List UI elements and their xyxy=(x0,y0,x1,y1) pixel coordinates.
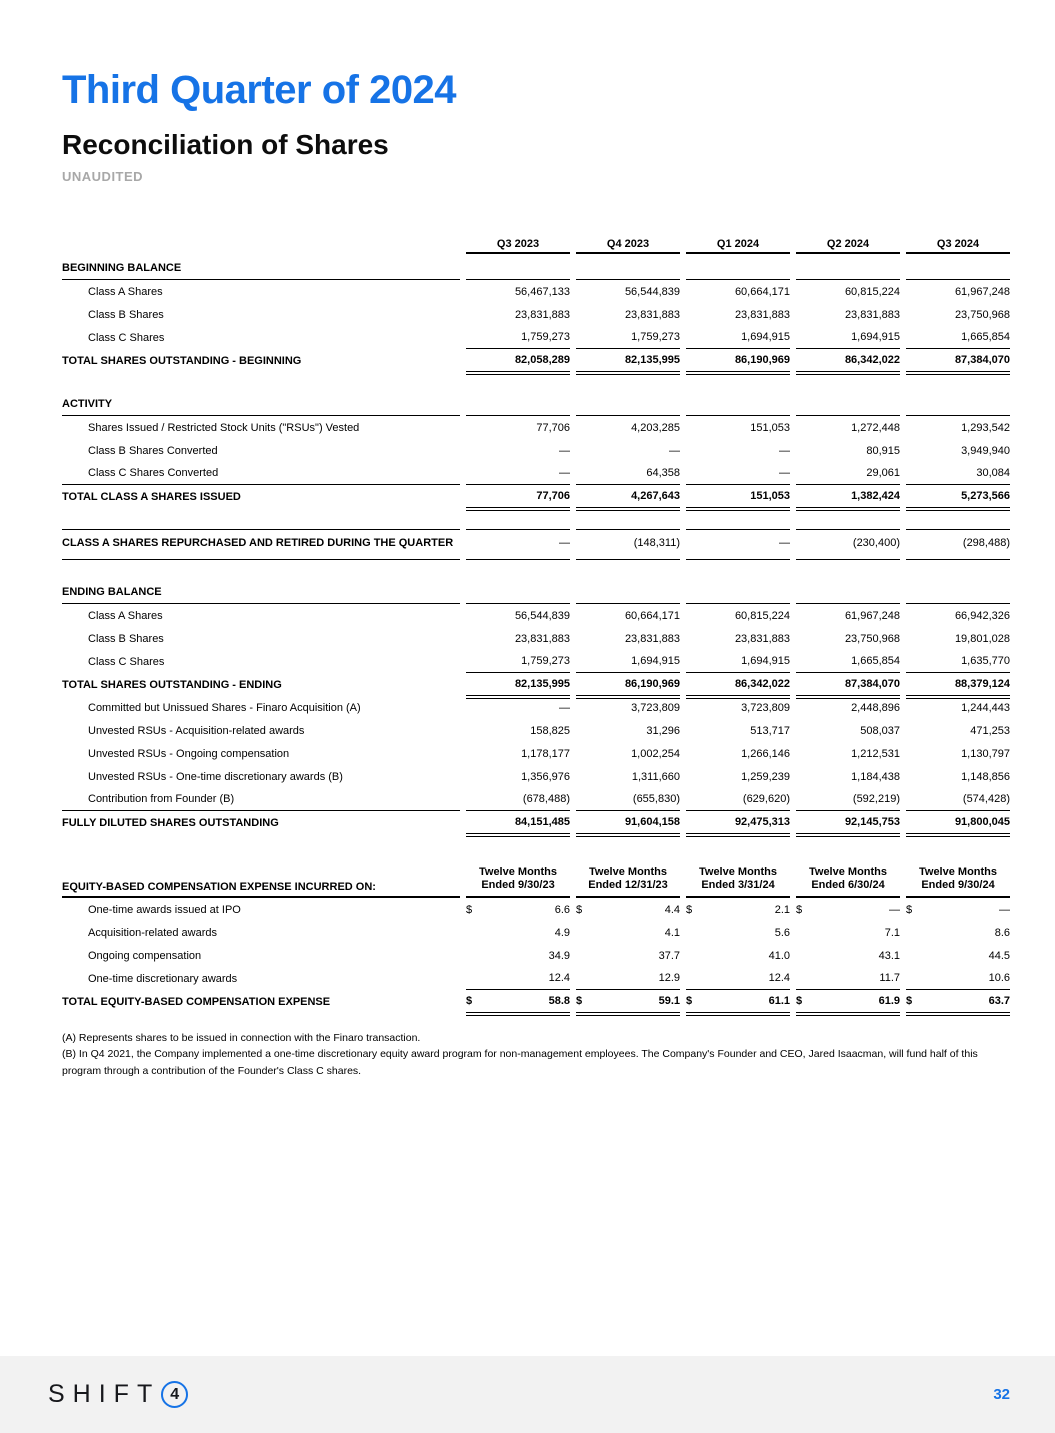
row-label: BEGINNING BALANCE xyxy=(62,257,460,280)
column-header-line2: Ended 9/30/23 xyxy=(481,879,555,892)
column-header-line2: Ended 6/30/24 xyxy=(811,879,885,892)
row-label: Class B Shares xyxy=(88,632,164,645)
row-value: 7.1 xyxy=(884,926,900,939)
row-value xyxy=(906,990,1010,1013)
table-row xyxy=(62,898,1010,921)
row-value: 61,967,248 xyxy=(954,285,1010,298)
row-value: 1,356,976 xyxy=(521,770,570,783)
table-row xyxy=(62,742,1010,765)
table-row xyxy=(62,604,1010,627)
row-value: 23,750,968 xyxy=(954,308,1010,321)
row-value: 1,244,443 xyxy=(961,701,1010,714)
row-value: 4,267,643 xyxy=(576,485,680,508)
row-value: 1,665,854 xyxy=(796,650,900,673)
row-value: 151,053 xyxy=(750,421,790,434)
row-label: CLASS A SHARES REPURCHASED AND RETIRED DURING THE QUARTER xyxy=(62,529,460,560)
table-row xyxy=(62,326,1010,349)
row-value: 66,942,326 xyxy=(954,609,1010,622)
row-value: 151,053 xyxy=(686,485,790,508)
row-label: Contribution from Founder (B) xyxy=(62,788,460,811)
column-header xyxy=(466,858,570,898)
row-value: 471,253 xyxy=(970,724,1010,737)
row-value: (678,488) xyxy=(466,788,570,811)
row-value xyxy=(906,257,1010,280)
row-value xyxy=(686,257,790,280)
row-value: 1,382,424 xyxy=(796,485,900,508)
row-label: Ongoing compensation xyxy=(88,949,202,962)
column-header-line2: Ended 9/30/24 xyxy=(921,879,995,892)
row-label: ACTIVITY xyxy=(62,393,460,416)
row-value: 92,145,753 xyxy=(796,811,900,834)
row-value xyxy=(906,898,1010,921)
value-text: 61.1 xyxy=(768,995,790,1007)
row-value: — xyxy=(686,462,790,485)
row-value: 19,801,028 xyxy=(954,632,1010,645)
logo-text: SHIFT xyxy=(48,1380,161,1408)
equity-compensation-table xyxy=(62,858,1010,1013)
table-row xyxy=(62,788,1010,811)
row-value: 1,635,770 xyxy=(906,650,1010,673)
row-value: 1,002,254 xyxy=(631,747,680,760)
row-value: (230,400) xyxy=(796,529,900,560)
row-value: 23,831,883 xyxy=(734,632,790,645)
row-label: Class A Shares xyxy=(88,285,163,298)
row-value: 84,151,485 xyxy=(466,811,570,834)
footnote-a: (A) Represents shares to be issued in connection with the Finaro transaction. xyxy=(62,1032,421,1044)
currency-symbol: $ xyxy=(576,995,583,1007)
row-value xyxy=(686,581,790,604)
row-value: — xyxy=(559,444,570,457)
row-value: 43.1 xyxy=(878,949,900,962)
row-value: (148,311) xyxy=(576,529,680,560)
row-value: 86,190,969 xyxy=(686,349,790,372)
row-value xyxy=(576,990,680,1013)
row-label: TOTAL CLASS A SHARES ISSUED xyxy=(62,490,241,503)
row-value: 91,800,045 xyxy=(906,811,1010,834)
column-header-line1: Twelve Months xyxy=(588,865,668,878)
table-row xyxy=(62,485,1010,508)
footnote-b: (B) In Q4 2021, the Company implemented a one-time discretionary equity award program for non-management employees. The Company's Founder and CEO, Jared Isaacman, will fund half of this program through a contribution of the Founder's Class C shares. xyxy=(62,1048,978,1077)
row-value: 1,184,438 xyxy=(851,770,900,783)
row-value xyxy=(466,898,570,921)
row-label: TOTAL SHARES OUTSTANDING - ENDING xyxy=(62,678,282,691)
row-value: 12.9 xyxy=(576,967,680,990)
row-value: 23,831,883 xyxy=(514,632,570,645)
table-row xyxy=(62,967,1010,990)
table-spacer xyxy=(62,372,1010,393)
table-row xyxy=(62,349,1010,372)
equity-table-body xyxy=(62,898,1010,1013)
table-row xyxy=(62,719,1010,742)
row-label: Acquisition-related awards xyxy=(88,926,218,939)
row-label: Shares Issued / Restricted Stock Units ("RSUs") Vested xyxy=(88,421,360,434)
row-label: FULLY DILUTED SHARES OUTSTANDING xyxy=(62,816,279,829)
row-value xyxy=(796,581,900,604)
row-value xyxy=(796,257,900,280)
row-value: 1,759,273 xyxy=(466,650,570,673)
row-value: 1,694,915 xyxy=(686,650,790,673)
row-value: 12.4 xyxy=(686,967,790,990)
column-header-line2: Ended 3/31/24 xyxy=(701,879,775,892)
row-value xyxy=(466,393,570,416)
value-text: 2.1 xyxy=(774,903,790,916)
row-value xyxy=(796,898,900,921)
row-value: 86,190,969 xyxy=(576,673,680,696)
row-value: 30,084 xyxy=(906,462,1010,485)
row-value: — xyxy=(559,701,570,714)
row-value: 1,266,146 xyxy=(741,747,790,760)
column-header xyxy=(796,858,900,898)
table-row xyxy=(62,257,1010,280)
row-value xyxy=(686,393,790,416)
column-header-line1: Twelve Months xyxy=(918,865,998,878)
row-value: 1,694,915 xyxy=(686,326,790,349)
currency-symbol: $ xyxy=(796,995,803,1007)
row-label: TOTAL EQUITY-BASED COMPENSATION EXPENSE xyxy=(62,995,331,1008)
table-row xyxy=(62,696,1010,719)
column-header: Q3 2023 xyxy=(466,234,570,254)
row-value: 513,717 xyxy=(750,724,790,737)
row-value: 11.7 xyxy=(796,967,900,990)
value-text: — xyxy=(889,903,900,916)
row-value xyxy=(576,898,680,921)
currency-symbol: $ xyxy=(466,995,473,1007)
row-value: 56,544,839 xyxy=(624,285,680,298)
row-value xyxy=(576,257,680,280)
page-content xyxy=(0,68,1055,1079)
equity-table-header-row xyxy=(62,858,1010,898)
row-label: Class C Shares Converted xyxy=(62,462,460,485)
row-value: 5,273,566 xyxy=(906,485,1010,508)
column-header xyxy=(576,858,680,898)
row-value: (574,428) xyxy=(906,788,1010,811)
value-text: 61.9 xyxy=(878,995,900,1007)
row-value: 4.9 xyxy=(554,926,570,939)
row-value: 60,664,171 xyxy=(624,609,680,622)
row-value: — xyxy=(686,529,790,560)
row-value xyxy=(686,898,790,921)
row-value xyxy=(906,393,1010,416)
row-value: 31,296 xyxy=(646,724,680,737)
unaudited-label: UNAUDITED xyxy=(62,169,144,184)
row-value: 508,037 xyxy=(860,724,900,737)
share-reconciliation-table xyxy=(62,234,1010,834)
row-value: (298,488) xyxy=(906,529,1010,560)
row-label: Class B Shares xyxy=(88,308,164,321)
table-spacer xyxy=(62,508,1010,529)
row-value: 80,915 xyxy=(866,444,900,457)
table-row xyxy=(62,673,1010,696)
row-value: 23,831,883 xyxy=(624,632,680,645)
shift4-logo xyxy=(48,1380,188,1409)
share-table-header-row xyxy=(62,234,1010,257)
row-value: 82,058,289 xyxy=(466,349,570,372)
row-value: 88,379,124 xyxy=(906,673,1010,696)
page-number: 32 xyxy=(993,1386,1010,1403)
row-value: 1,694,915 xyxy=(796,326,900,349)
row-value: 23,831,883 xyxy=(514,308,570,321)
equity-header-label: EQUITY-BASED COMPENSATION EXPENSE INCURRED ON: xyxy=(62,858,460,898)
value-text: 59.1 xyxy=(658,995,680,1007)
column-header-line1: Twelve Months xyxy=(478,865,558,878)
currency-symbol: $ xyxy=(906,903,913,916)
row-value: 23,831,883 xyxy=(624,308,680,321)
header-spacer-cell xyxy=(62,234,460,257)
table-row xyxy=(62,627,1010,650)
table-row xyxy=(62,393,1010,416)
row-value xyxy=(796,393,900,416)
table-row xyxy=(62,529,1010,560)
currency-symbol: $ xyxy=(466,903,473,916)
row-value: 3,949,940 xyxy=(961,444,1010,457)
row-value: 64,358 xyxy=(576,462,680,485)
row-value: 77,706 xyxy=(536,421,570,434)
column-header: Q3 2024 xyxy=(906,234,1010,254)
row-value: — xyxy=(466,529,570,560)
footnotes xyxy=(62,1030,1010,1079)
value-text: 6.6 xyxy=(554,903,570,916)
row-value xyxy=(466,581,570,604)
row-value: 1,665,854 xyxy=(906,326,1010,349)
row-value: 1,212,531 xyxy=(851,747,900,760)
table-row xyxy=(62,416,1010,439)
row-value: 1,311,660 xyxy=(631,770,680,783)
row-value: 92,475,313 xyxy=(686,811,790,834)
table-row xyxy=(62,990,1010,1013)
table-row xyxy=(62,765,1010,788)
row-value: 23,831,883 xyxy=(734,308,790,321)
row-value: — xyxy=(779,444,790,457)
row-value: 4,203,285 xyxy=(631,421,680,434)
row-label: Unvested RSUs - One-time discretionary awards (B) xyxy=(88,770,343,783)
column-header-line1: Twelve Months xyxy=(698,865,778,878)
column-header: Q4 2023 xyxy=(576,234,680,254)
row-value: 82,135,995 xyxy=(576,349,680,372)
row-value xyxy=(576,393,680,416)
row-value: 86,342,022 xyxy=(686,673,790,696)
row-value: 86,342,022 xyxy=(796,349,900,372)
row-value: — xyxy=(669,444,680,457)
row-value: 87,384,070 xyxy=(796,673,900,696)
row-value: 1,178,177 xyxy=(521,747,570,760)
row-label: Class A Shares xyxy=(88,609,163,622)
table-row xyxy=(62,921,1010,944)
row-value: 91,604,158 xyxy=(576,811,680,834)
row-value: — xyxy=(466,462,570,485)
column-header xyxy=(686,858,790,898)
row-label: Class B Shares Converted xyxy=(88,444,218,457)
table-spacer xyxy=(62,560,1010,581)
value-text: 4.4 xyxy=(664,903,680,916)
row-value xyxy=(686,990,790,1013)
column-header xyxy=(906,858,1010,898)
row-value: 29,061 xyxy=(796,462,900,485)
row-value xyxy=(466,257,570,280)
table-row xyxy=(62,811,1010,834)
table-row xyxy=(62,462,1010,485)
column-header-line1: Twelve Months xyxy=(808,865,888,878)
value-text: — xyxy=(999,903,1010,916)
row-value: 60,815,224 xyxy=(734,609,790,622)
row-label: Committed but Unissued Shares - Finaro Acquisition (A) xyxy=(88,701,361,714)
row-value: 12.4 xyxy=(466,967,570,990)
page-title: Third Quarter of 2024 xyxy=(62,68,457,112)
row-value: 23,831,883 xyxy=(844,308,900,321)
table-row xyxy=(62,944,1010,967)
table-row xyxy=(62,280,1010,303)
row-label: ENDING BALANCE xyxy=(62,581,460,604)
row-value: 4.1 xyxy=(664,926,680,939)
row-label: Class C Shares xyxy=(88,655,165,668)
currency-symbol: $ xyxy=(796,903,803,916)
row-label: Unvested RSUs - Acquisition-related awards xyxy=(88,724,305,737)
row-value: 60,664,171 xyxy=(734,285,790,298)
value-text: 63.7 xyxy=(988,995,1010,1007)
row-value xyxy=(906,581,1010,604)
column-header: Q2 2024 xyxy=(796,234,900,254)
value-text: 58.8 xyxy=(548,995,570,1007)
row-value: 41.0 xyxy=(768,949,790,962)
row-label: One-time awards issued at IPO xyxy=(88,903,241,916)
table-row xyxy=(62,439,1010,462)
column-header-line2: Ended 12/31/23 xyxy=(588,879,668,892)
row-value: 56,467,133 xyxy=(514,285,570,298)
row-value: 8.6 xyxy=(994,926,1010,939)
row-value: 1,259,239 xyxy=(741,770,790,783)
table-row xyxy=(62,303,1010,326)
currency-symbol: $ xyxy=(686,903,693,916)
row-value: 10.6 xyxy=(906,967,1010,990)
row-label: Unvested RSUs - Ongoing compensation xyxy=(88,747,290,760)
row-value: 77,706 xyxy=(466,485,570,508)
row-value: 3,723,809 xyxy=(631,701,680,714)
row-value: 1,272,448 xyxy=(851,421,900,434)
row-value xyxy=(796,990,900,1013)
table-row xyxy=(62,650,1010,673)
row-value xyxy=(576,581,680,604)
page-subtitle: Reconciliation of Shares xyxy=(62,129,389,160)
row-value: 5.6 xyxy=(774,926,790,939)
row-value: 87,384,070 xyxy=(906,349,1010,372)
currency-symbol: $ xyxy=(576,903,583,916)
row-value: 1,130,797 xyxy=(961,747,1010,760)
row-value: 1,694,915 xyxy=(576,650,680,673)
row-value: (655,830) xyxy=(576,788,680,811)
row-value: 1,148,856 xyxy=(961,770,1010,783)
row-value: (592,219) xyxy=(796,788,900,811)
row-value: 2,448,896 xyxy=(851,701,900,714)
row-value: 158,825 xyxy=(530,724,570,737)
row-value: 3,723,809 xyxy=(741,701,790,714)
column-header: Q1 2024 xyxy=(686,234,790,254)
row-value: 61,967,248 xyxy=(844,609,900,622)
share-table-body xyxy=(62,257,1010,834)
logo-number: 4 xyxy=(170,1385,180,1403)
row-label: Class C Shares xyxy=(88,331,165,344)
currency-symbol: $ xyxy=(686,995,693,1007)
currency-symbol: $ xyxy=(906,995,913,1007)
row-value: 1,759,273 xyxy=(576,326,680,349)
row-value: 82,135,995 xyxy=(466,673,570,696)
page-footer xyxy=(0,1356,1055,1433)
row-value: 37.7 xyxy=(658,949,680,962)
row-label: One-time discretionary awards xyxy=(88,972,238,985)
row-label: TOTAL SHARES OUTSTANDING - BEGINNING xyxy=(62,354,302,367)
table-row xyxy=(62,581,1010,604)
row-value: 44.5 xyxy=(988,949,1010,962)
logo-circle-4-icon xyxy=(161,1381,188,1408)
row-value: 60,815,224 xyxy=(844,285,900,298)
row-value: (629,620) xyxy=(686,788,790,811)
row-value xyxy=(466,990,570,1013)
row-value: 56,544,839 xyxy=(514,609,570,622)
row-value: 1,293,542 xyxy=(961,421,1010,434)
row-value: 23,750,968 xyxy=(844,632,900,645)
row-value: 34.9 xyxy=(548,949,570,962)
row-value: 1,759,273 xyxy=(466,326,570,349)
